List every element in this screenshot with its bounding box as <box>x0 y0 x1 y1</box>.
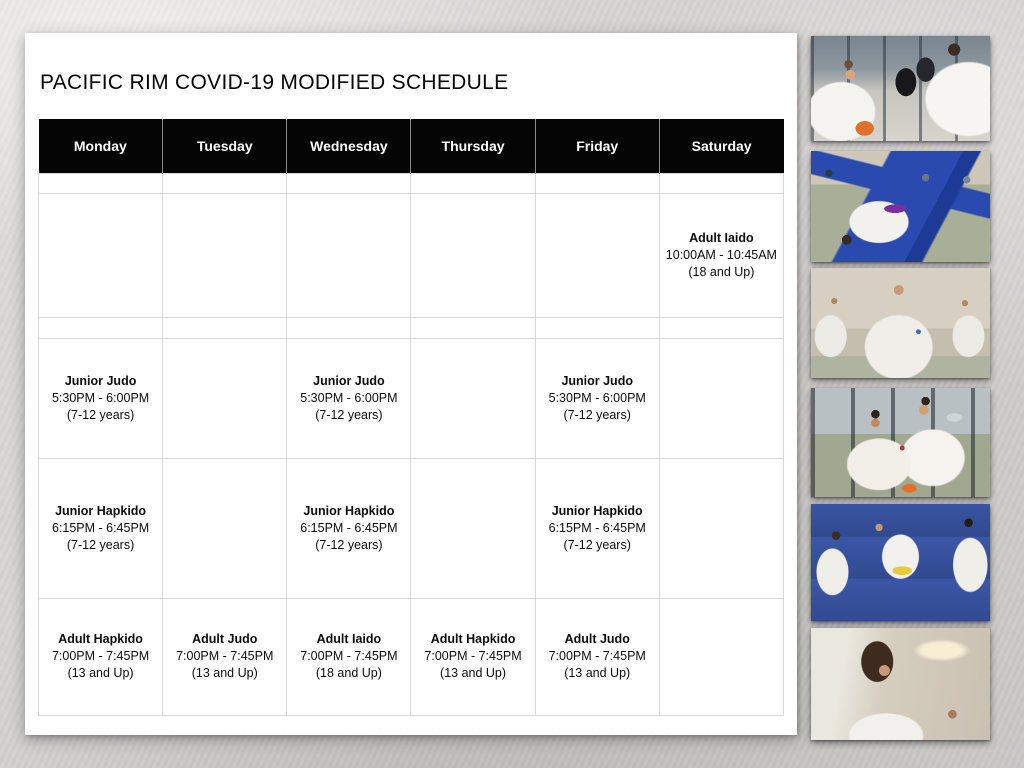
schedule-cell <box>39 338 163 458</box>
class-entry <box>411 631 534 682</box>
day-header-tuesday: Tuesday <box>163 119 287 173</box>
class-entry <box>39 373 162 424</box>
class-ages: (7-12 years) <box>563 407 631 422</box>
day-header-thursday: Thursday <box>411 119 535 173</box>
class-ages: (7-12 years) <box>315 537 383 552</box>
class-time: 5:30PM - 6:00PM <box>548 390 646 405</box>
schedule-row-junior-judo <box>39 338 784 458</box>
schedule-cell <box>287 338 411 458</box>
schedule-cell <box>39 317 163 338</box>
schedule-cell <box>659 598 783 715</box>
schedule-cell <box>659 173 783 193</box>
class-ages: (13 and Up) <box>564 666 631 680</box>
class-ages: (7-12 years) <box>66 537 135 552</box>
class-ages: (18 and Up) <box>688 264 755 279</box>
class-time: 10:00AM - 10:45AM <box>665 247 777 262</box>
class-ages: (7-12 years) <box>66 407 135 422</box>
schedule-cell <box>411 317 535 338</box>
schedule-cell <box>163 317 287 338</box>
class-entry <box>287 631 410 682</box>
class-name: Junior Judo <box>64 373 137 388</box>
schedule-cell <box>659 338 783 458</box>
class-time: 6:15PM - 6:45PM <box>51 520 150 535</box>
schedule-cell <box>411 598 535 715</box>
schedule-row-morning <box>39 193 784 317</box>
schedule-row-junior-hapkido <box>39 458 784 598</box>
photo-kids-mat-rolls <box>811 504 990 621</box>
day-header-saturday: Saturday <box>659 119 783 173</box>
schedule-cell <box>659 317 783 338</box>
schedule-cell <box>535 193 659 317</box>
class-time: 7:00PM - 7:45PM <box>176 649 274 663</box>
class-ages: (13 and Up) <box>67 666 134 680</box>
class-name: Junior Judo <box>313 373 385 388</box>
schedule-cell <box>39 458 163 598</box>
class-name: Adult Iaido <box>689 230 754 245</box>
schedule-cell <box>535 317 659 338</box>
class-ages: (13 and Up) <box>191 666 258 680</box>
class-time: 5:30PM - 6:00PM <box>300 390 398 405</box>
schedule-cell <box>39 193 163 317</box>
class-ages: (18 and Up) <box>315 666 382 680</box>
class-name: Junior Judo <box>561 373 633 388</box>
schedule-cell <box>287 193 411 317</box>
class-time: 7:00PM - 7:45PM <box>300 649 398 663</box>
class-ages: (13 and Up) <box>440 666 507 680</box>
photo-sidebar <box>811 36 990 740</box>
photo-student-portrait <box>811 628 990 740</box>
schedule-cell <box>287 598 411 715</box>
schedule-cell <box>163 458 287 598</box>
schedule-page <box>25 33 797 735</box>
spacer-row <box>39 317 784 338</box>
day-header-friday: Friday <box>535 119 659 173</box>
schedule-cell <box>39 173 163 193</box>
schedule-cell <box>535 458 659 598</box>
photo-judo-throw <box>811 151 990 262</box>
class-ages: (7-12 years) <box>563 537 631 552</box>
schedule-cell <box>163 338 287 458</box>
class-ages: (7-12 years) <box>315 407 383 422</box>
class-name: Adult Iaido <box>316 632 382 646</box>
schedule-cell <box>535 173 659 193</box>
photo-grappling-pair <box>811 388 990 497</box>
photo-mitt-training <box>811 36 990 141</box>
schedule-cell <box>411 338 535 458</box>
class-time: 6:15PM - 6:45PM <box>300 520 398 535</box>
class-name: Adult Judo <box>564 632 630 646</box>
page-title: PACIFIC RIM COVID-19 MODIFIED SCHEDULE <box>40 71 509 94</box>
class-time: 7:00PM - 7:45PM <box>51 649 150 663</box>
class-entry <box>39 631 162 682</box>
class-name: Junior Hapkido <box>551 503 643 518</box>
class-entry <box>39 503 162 554</box>
class-name: Junior Hapkido <box>303 503 395 518</box>
schedule-cell <box>287 317 411 338</box>
schedule-cell <box>163 193 287 317</box>
schedule-cell <box>163 173 287 193</box>
class-time: 7:00PM - 7:45PM <box>424 649 522 663</box>
class-entry <box>536 373 659 424</box>
class-name: Adult Hapkido <box>58 632 143 646</box>
class-entry <box>536 631 659 682</box>
day-header-monday: Monday <box>39 119 163 173</box>
schedule-cell <box>287 173 411 193</box>
schedule-cell <box>535 338 659 458</box>
class-entry <box>287 373 410 424</box>
photo-instructor-class <box>811 268 990 378</box>
class-entry <box>660 230 783 281</box>
day-header-wednesday: Wednesday <box>287 119 411 173</box>
class-entry <box>287 503 410 554</box>
schedule-cell <box>39 598 163 715</box>
class-name: Adult Hapkido <box>430 632 516 646</box>
class-entry <box>536 503 659 554</box>
schedule-row-adult <box>39 598 784 715</box>
schedule-cell <box>163 598 287 715</box>
schedule-table <box>38 119 784 716</box>
schedule-cell <box>411 173 535 193</box>
class-time: 7:00PM - 7:45PM <box>548 649 646 663</box>
schedule-cell <box>659 458 783 598</box>
day-header-row <box>39 119 784 173</box>
schedule-cell <box>535 598 659 715</box>
schedule-table-header <box>39 119 784 173</box>
schedule-cell <box>411 193 535 317</box>
schedule-cell <box>287 458 411 598</box>
schedule-cell <box>659 193 783 317</box>
class-name: Adult Judo <box>192 632 258 646</box>
class-time: 5:30PM - 6:00PM <box>51 390 150 405</box>
spacer-row <box>39 173 784 193</box>
class-name: Junior Hapkido <box>55 503 147 518</box>
schedule-cell <box>411 458 535 598</box>
class-time: 6:15PM - 6:45PM <box>548 520 646 535</box>
class-entry <box>163 631 286 682</box>
